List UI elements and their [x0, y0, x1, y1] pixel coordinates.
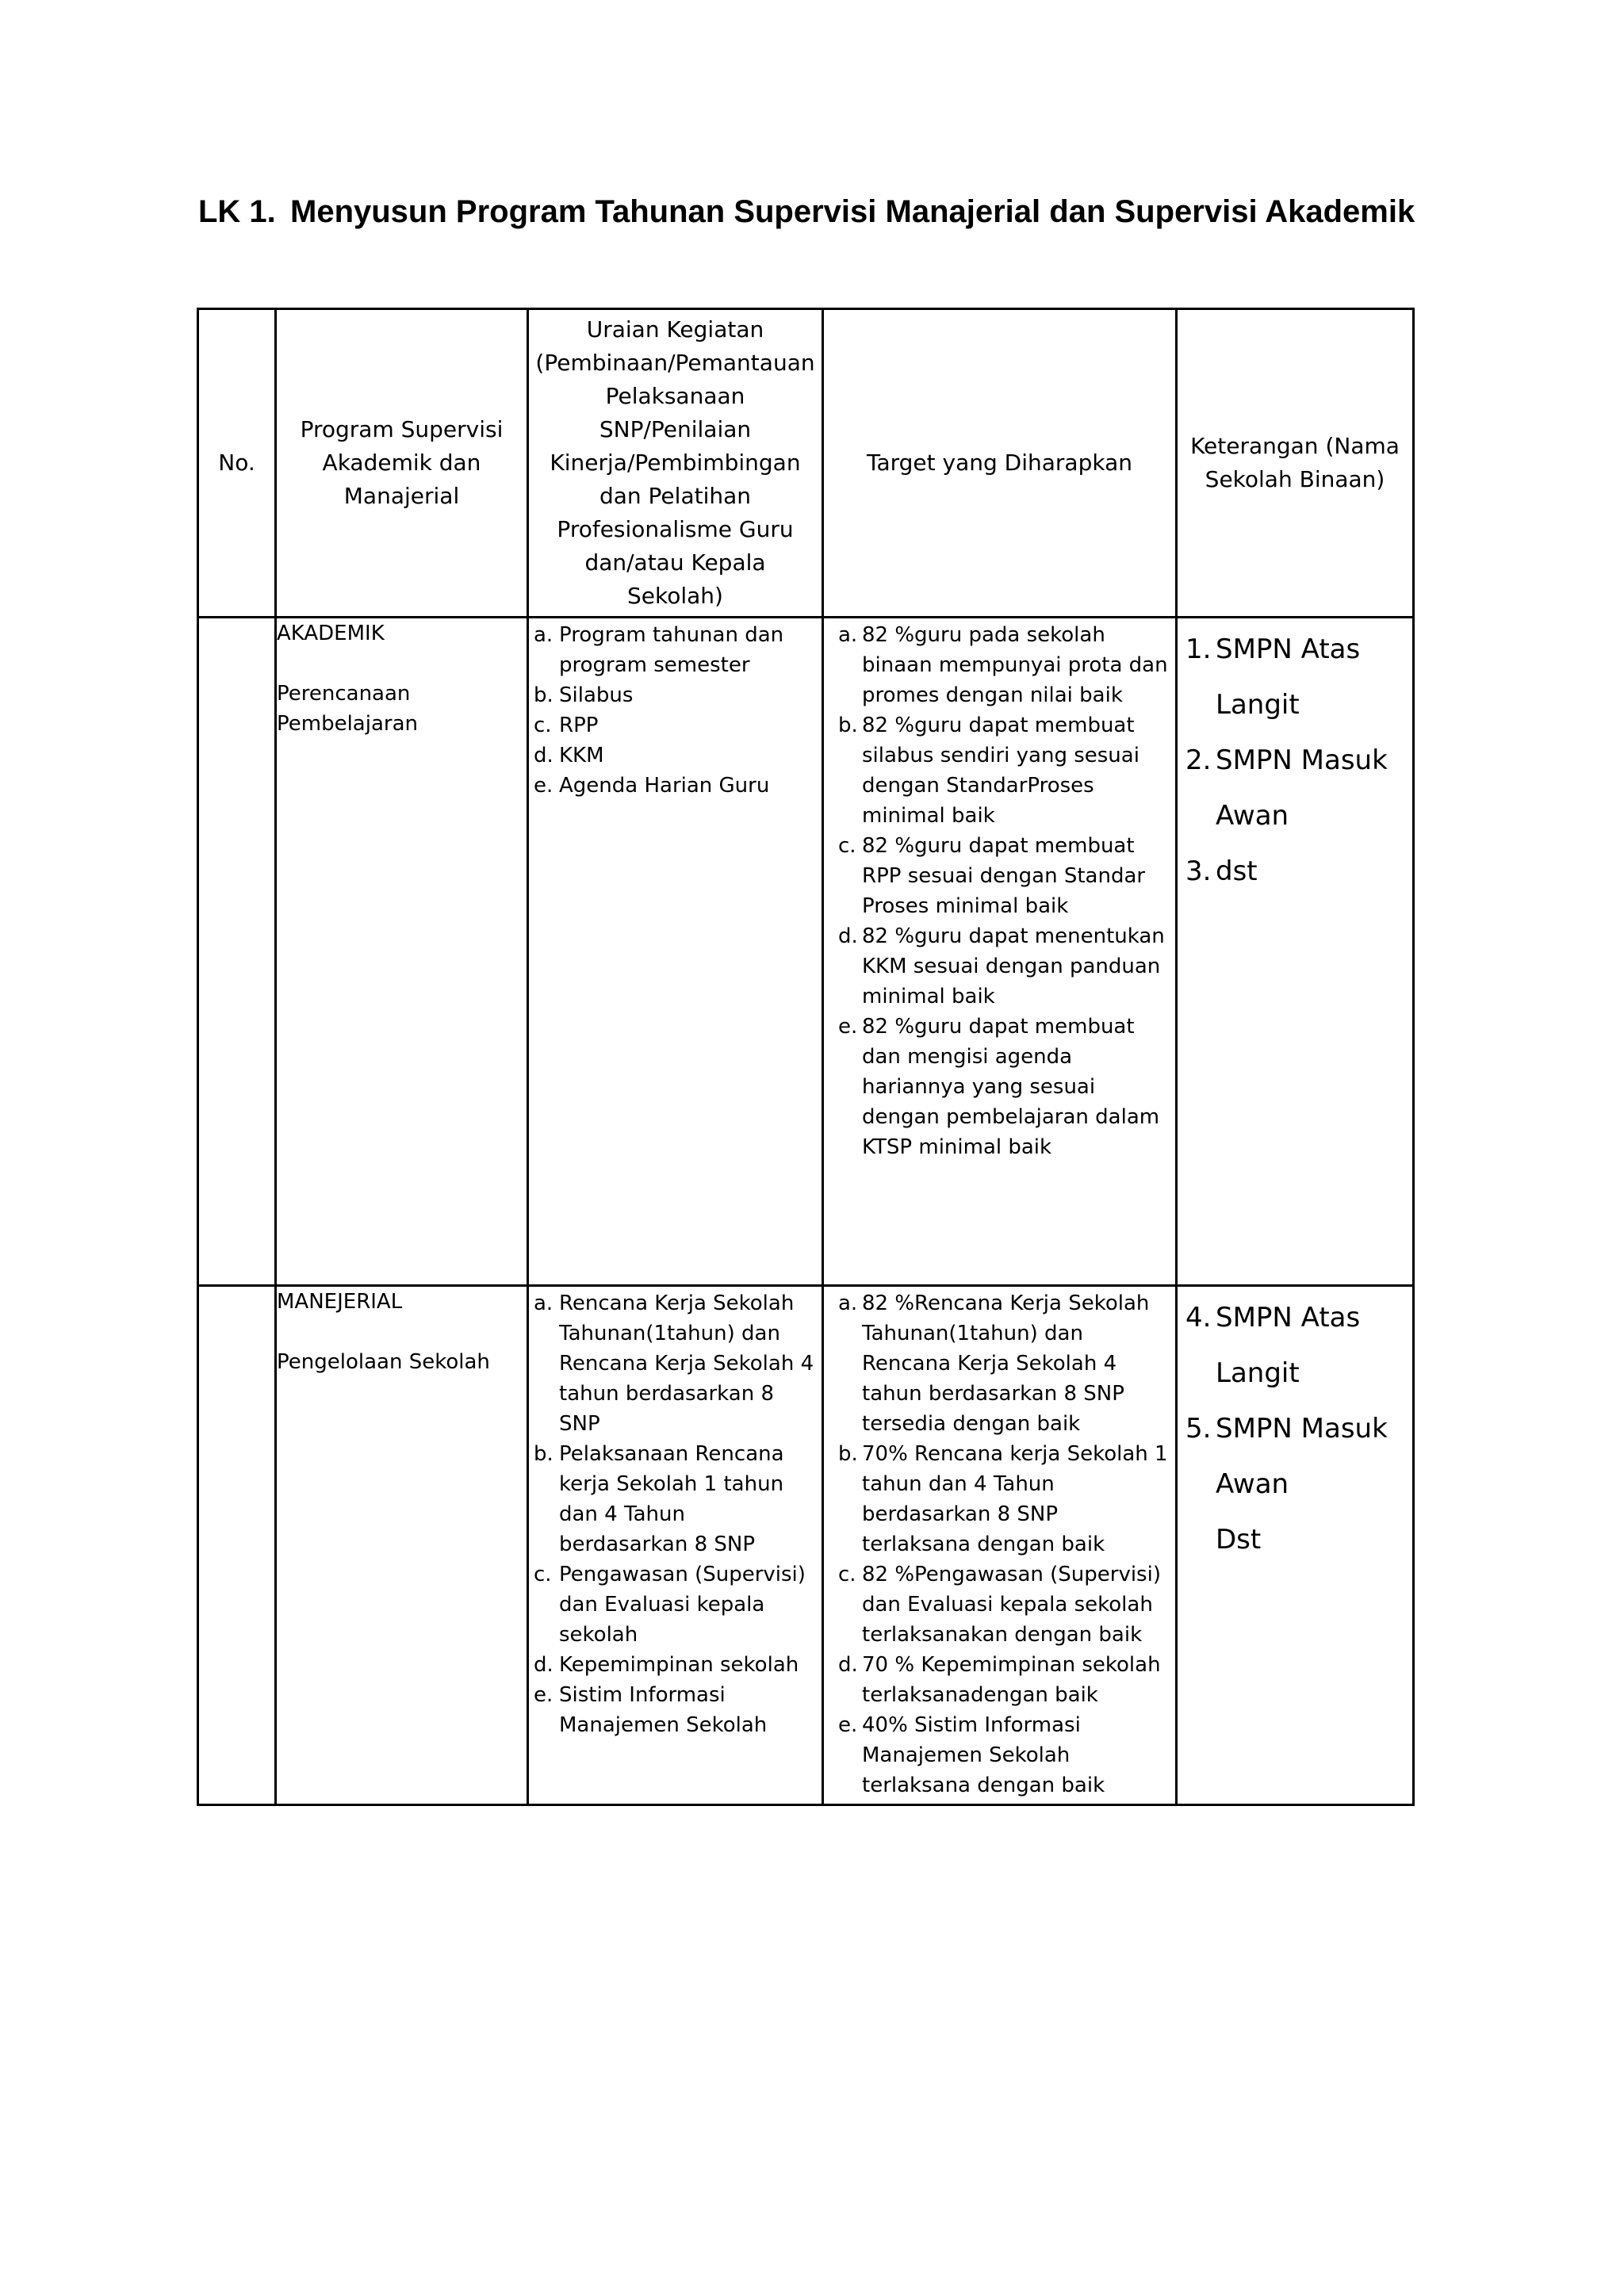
program-table: [197, 308, 1415, 1806]
school-item: 4. SMPN Atas Langit: [1185, 1302, 1361, 1389]
list-item: d. Kepemimpinan sekolah: [534, 1653, 799, 1677]
list-item: e. 82 %guru dapat membuat dan mengisi agenda hariannya yang sesuai dengan pembelajaran dalam KTSP minimal baik: [838, 1015, 1160, 1159]
list-item: e. Sistim Informasi Manajemen Sekolah: [534, 1683, 768, 1737]
cell-kegiatan: [528, 1286, 823, 1805]
list-item: b. 82 %guru dapat membuat silabus sendiri yang sesuai dengan StandarProses minimal baik: [838, 714, 1139, 828]
list-item: d. KKM: [534, 744, 604, 767]
table-row: [198, 1286, 1414, 1805]
header-target: Target yang Diharapkan: [823, 309, 1177, 618]
cell-keterangan: [1177, 618, 1414, 1286]
cell-keterangan: [1177, 1286, 1414, 1805]
school-item: Dst: [1216, 1524, 1262, 1556]
cell-no: [198, 1286, 276, 1805]
header-keterangan: Keterangan (Nama Sekolah Binaan): [1177, 309, 1414, 618]
cell-target: [823, 618, 1177, 1286]
cell-program: [276, 618, 528, 1286]
header-uraian-kegiatan: Uraian Kegiatan (Pembinaan/Pemantauan Pelaksanaan SNP/Penilaian Kinerja/Pembimbingan dan Pelatihan Profesionalisme Guru dan/atau Kepala Sekolah): [528, 309, 823, 618]
table-row: [198, 618, 1414, 1286]
list-item: d. 70 % Kepemimpinan sekolah terlaksanadengan baik: [838, 1653, 1161, 1707]
school-item: 5. SMPN Masuk Awan: [1185, 1413, 1388, 1500]
list-item: c. 82 %guru dapat membuat RPP sesuai dengan Standar Proses minimal baik: [838, 834, 1146, 918]
program-head: MANEJERIAL: [277, 1290, 403, 1314]
list-item: a. Program tahunan dan program semester: [534, 623, 784, 677]
header-program: Program Supervisi Akademik dan Manajerial: [276, 309, 528, 618]
school-item: 2. SMPN Masuk Awan: [1185, 744, 1388, 832]
school-item: 3. dst: [1185, 855, 1258, 887]
cell-no: [198, 618, 276, 1286]
list-item: b. Pelaksanaan Rencana kerja Sekolah 1 tahun dan 4 Tahun berdasarkan 8 SNP: [534, 1442, 784, 1556]
school-item: 1. SMPN Atas Langit: [1185, 633, 1361, 721]
header-no: No.: [198, 309, 276, 618]
list-item: b. Silabus: [534, 683, 634, 707]
list-item: c. RPP: [534, 714, 599, 737]
document-title: [198, 193, 1435, 230]
cell-kegiatan: [528, 618, 823, 1286]
cell-target: [823, 1286, 1177, 1805]
list-item: c. Pengawasan (Supervisi) dan Evaluasi kepala sekolah: [534, 1563, 806, 1647]
title-text: Menyusun Program Tahunan Supervisi Manajerial dan Supervisi Akademik: [290, 194, 1415, 229]
program-sub: Perencanaan Pembelajaran: [277, 682, 418, 736]
list-item: a. Rencana Kerja Sekolah Tahunan(1tahun) dan Rencana Kerja Sekolah 4 tahun berdasarkan 8 SNP: [534, 1292, 814, 1436]
list-item: b. 70% Rencana kerja Sekolah 1 tahun dan 4 Tahun berdasarkan 8 SNP terlaksana dengan baik: [838, 1442, 1168, 1556]
list-item: d. 82 %guru dapat menentukan KKM sesuai dengan panduan minimal baik: [838, 924, 1165, 1008]
list-item: a. 82 %Rencana Kerja Sekolah Tahunan(1tahun) dan Rencana Kerja Sekolah 4 tahun berdasarkan 8 SNP tersedia dengan baik: [838, 1292, 1150, 1436]
cell-program: [276, 1286, 528, 1805]
list-item: c. 82 %Pengawasan (Supervisi) dan Evaluasi kepala sekolah terlaksanakan dengan baik: [838, 1563, 1161, 1647]
table-header-row: [198, 309, 1414, 618]
title-number: LK 1.: [198, 194, 276, 229]
program-head: AKADEMIK: [277, 622, 385, 645]
list-item: e. 40% Sistim Informasi Manajemen Sekolah terlaksana dengan baik: [838, 1713, 1105, 1797]
list-item: e. Agenda Harian Guru: [534, 774, 770, 798]
list-item: a. 82 %guru pada sekolah binaan mempunyai prota dan promes dengan nilai baik: [838, 623, 1168, 707]
program-sub: Pengelolaan Sekolah: [277, 1350, 490, 1374]
